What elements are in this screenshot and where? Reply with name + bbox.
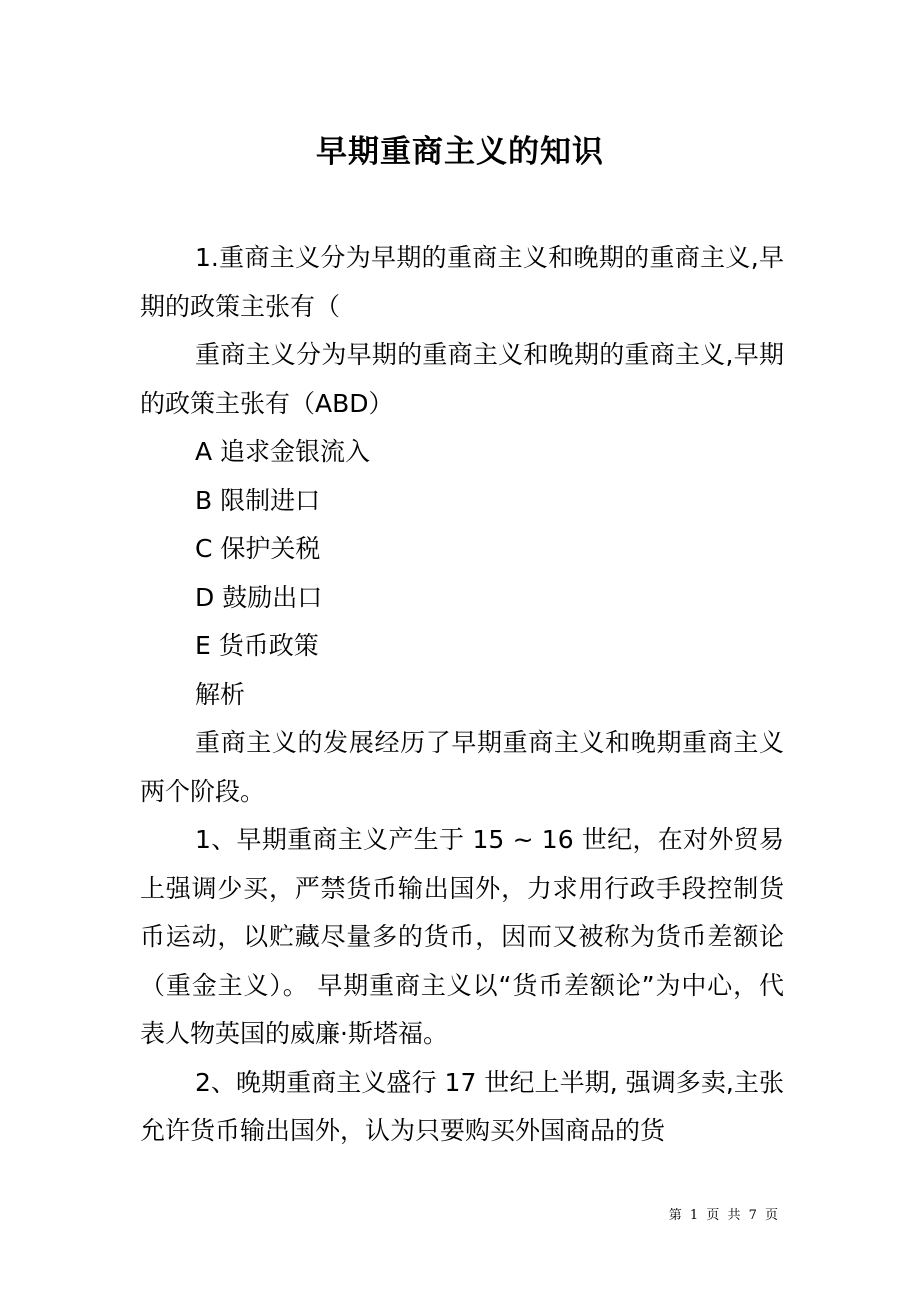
document-title: 早期重商主义的知识 [316,134,604,170]
document-body [140,234,784,1156]
paragraph-intro: 重商主义的发展经历了早期重商主义和晚期重商主义两个阶段。 [140,728,784,806]
option-d: D 鼓励出口 [195,582,323,612]
option-e: E 货币政策 [195,631,319,660]
option-a: A 追求金银流入 [195,437,371,466]
paragraph-answer: 重商主义分为早期的重商主义和晚期的重商主义,早期的政策主张有（ABD） [140,340,784,418]
option-b: B 限制进口 [195,485,321,515]
paragraph-early-mercantilism: 1、早期重商主义产生于 15 ~ 16 世纪，在对外贸易上强调少买，严禁货币输出国外，力求用行政手段控制货币运动，以贮藏尽量多的货币，因而又被称为货币差额论（重金主义）。 早期重商主义以“货币差额论”为中心，代表人物英国的威廉·斯塔福。 [140,825,784,1048]
paragraph-question: 1.重商主义分为早期的重商主义和晚期的重商主义,早期的政策主张有（ [140,243,784,321]
page-number-footer: 第 1 页 共 7 页 [668,1208,780,1223]
paragraph-late-mercantilism: 2、晚期重商主义盛行 17 世纪上半期, 强调多卖,主张允许货币输出国外，认为只要购买外国商品的货 [140,1067,784,1145]
option-c: C 保护关税 [195,534,321,563]
analysis-heading: 解析 [195,679,246,709]
